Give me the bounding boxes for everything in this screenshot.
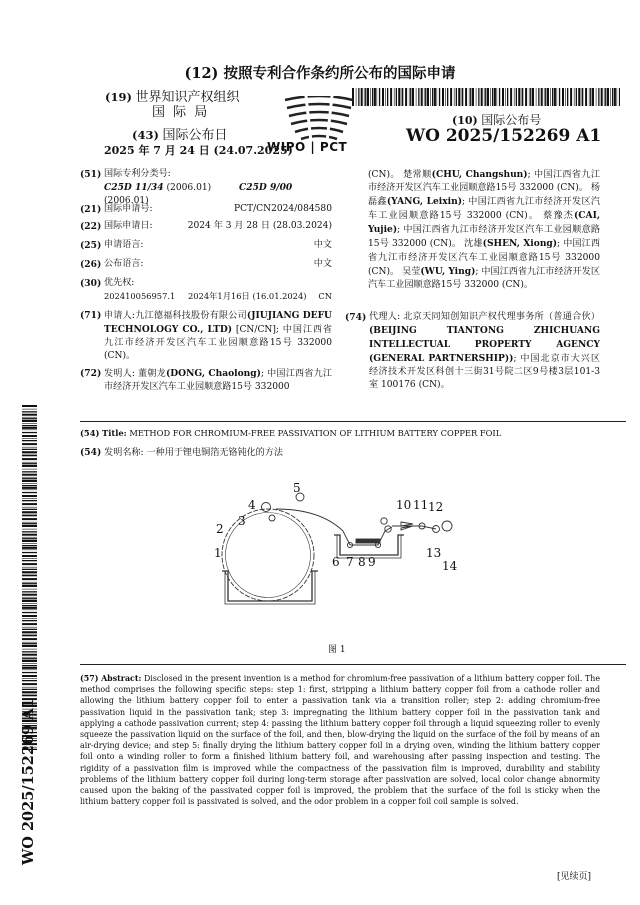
- figure-label-11: 11: [413, 498, 429, 512]
- figure-label-13: 13: [426, 546, 442, 560]
- figure-label-10: 10: [396, 498, 412, 512]
- org-name: (19) 世界知识产权组织: [105, 90, 240, 105]
- field-71-applicant: (71) 申请人:九江德福科技股份有限公司(JIUJIANG DEFU TECHNOLOGY CO., LTD) [CN/CN]; 中国江西省九江市经济开发区汽车工业园顺意路15号 332000 (CN)。: [80, 310, 333, 361]
- field-22-filing-date: (22) 国际申请日: 2024 年 3 月 28 日 (28.03.2024): [80, 221, 332, 232]
- wipo-pct-logo-text: WIPO | PCT: [267, 140, 348, 154]
- field-74-agent: (74) 代理人: 北京天同知创知识产权代理事务所（普通合伙）(BEIJING TIANTONG ZHICHUANG INTELLECTUAL PROPERTY AGENCY (GENERAL PARTNERSHIP)); 中国北京市大兴区经济技术开发区科创十三街31号院二区9号楼3层101-3室 100176 (CN)。: [345, 311, 600, 393]
- agent-text: 代理人: 北京天同知创知识产权代理事务所（普通合伙）(BEIJING TIANTONG ZHICHUANG INTELLECTUAL PROPERTY AGENCY (GENERAL PARTNERSHIP)); 中国北京市大兴区经济技术开发区科创十三街31号院二区9号楼3层101-3室 100176 (CN)。: [369, 312, 600, 391]
- document-title: (12) 按照专利合作条约所公布的国际申请: [184, 65, 456, 82]
- inventors-continued: (CN)。 楚常顺(CHU, Changshun); 中国江西省九江市经济开发区汽车工业园顺意路15号 332000 (CN)。 杨磊鑫(YANG, Leixin); 中国江西省九江市经济开发区汽车工业园顺意路15号 332000 (CN)。 蔡豫杰(CAI, Yujie); 中国江西省九江市经济开发区汽车工业园顺意路15号 332000 (CN)。 沈雄(SHEN, Xiong); 中国江西省九江市经济开发区汽车工业园顺意路15号 332000 (CN)。 吴莹(WU, Ying); 中国江西省九江市经济开发区汽车工业园顺意路15号 332000 (CN)。: [368, 169, 601, 290]
- divider: [80, 421, 626, 422]
- figure-caption: 图 1: [328, 645, 346, 655]
- pubno-label: (10) 国际公布号: [452, 113, 542, 127]
- wipo-logo-icon: [279, 96, 359, 146]
- pubdate-value: 2025 年 7 月 24 日 (24.07.2025): [104, 144, 293, 157]
- title-english: (54) Title: METHOD FOR CHROMIUM-FREE PASSIVATION OF LITHIUM BATTERY COPPER FOIL: [80, 428, 502, 438]
- figure-label-1: 1: [214, 546, 222, 560]
- field-21-application-number: (21) 国际申请号: PCT/CN2024/084580: [80, 204, 332, 215]
- field-30-priority: (30) 优先权: 202410056957.1 2024年1月16日 (16.01.2024) CN: [80, 278, 332, 301]
- figure-label-7: 7: [346, 555, 354, 569]
- side-publication-number: WO 2025/152269 A1: [20, 698, 37, 865]
- continued-note: [见续页]: [557, 872, 592, 882]
- figure-label-4: 4: [248, 498, 256, 512]
- field-25-filing-language: (25) 申请语言: 中文: [80, 240, 332, 251]
- field-26-publication-language: (26) 公布语言: 中文: [80, 259, 332, 270]
- title-chinese: (54) 发明名称: 一种用于锂电铜箔无铬钝化的方法: [80, 447, 283, 458]
- figure-label-14: 14: [442, 559, 458, 573]
- abstract: (57) Abstract: Disclosed in the present invention is a method for chromium-free passivation of a lithium battery copper foil. The method comprises the following specific steps: step 1: first, stripping a lithium battery copper foil from a cathode roller and allowing the lithium battery copper foil to enter a passivation tank via a transition roller; step 2: adding chromium-free passivation liquid in the passivation tank; step 3: impregnating the lithium battery copper foil in the passivation tank and applying a cathode passivation current; step 4: passing the lithium battery copper foil through a liquid squeezing roller to evenly squeeze the passivation liquid on the surface of the foil, and then, blow-drying the liquid on the surface of the foil by means of an air-drying device; and step 5: finally drying the lithium battery copper foil in a drying oven, winding the lithium battery copper foil onto a winding roller to form a finished lithium battery foil, and warehousing after passing inspection and testing. The rigidity of a passivation film is improved while the compactness of the passivation film is improved, durability and stability problems of the lithium battery copper foil during long-term storage after passivation are solved, local color change abnormity caused upon the baking of the passivated copper foil is improved, the problem that the surface of the foil is sticky when the lithium battery copper foil is passivated is solved, and the odor problem in a copper foil coil sample is solved.: [80, 674, 600, 807]
- figure-label-9: 9: [368, 555, 376, 569]
- figure-label-3: 3: [238, 514, 246, 528]
- figure-label-8: 8: [358, 555, 366, 569]
- figure-label-12: 12: [428, 500, 444, 514]
- figure-label-6: 6: [332, 555, 340, 569]
- pubno-value: WO 2025/152269 A1: [406, 126, 602, 146]
- barcode-icon: [352, 88, 620, 106]
- patent-figure: [200, 475, 500, 605]
- figure-label-5: 5: [293, 481, 301, 495]
- field-51-classification: (51) 国际专利分类号: C25D 11/34 (2006.01) C25D 9/00 (2006.01): [80, 169, 293, 206]
- pubdate-label: (43) 国际公布日: [132, 128, 228, 143]
- divider: [80, 664, 626, 665]
- field-72-inventor: (72) 发明人: 董朝龙(DONG, Chaolong); 中国江西省九江市经济开发区汽车工业园顺意路15号 332000: [80, 368, 332, 392]
- figure-label-2: 2: [216, 522, 224, 536]
- org-sub: 国 际 局: [152, 105, 210, 120]
